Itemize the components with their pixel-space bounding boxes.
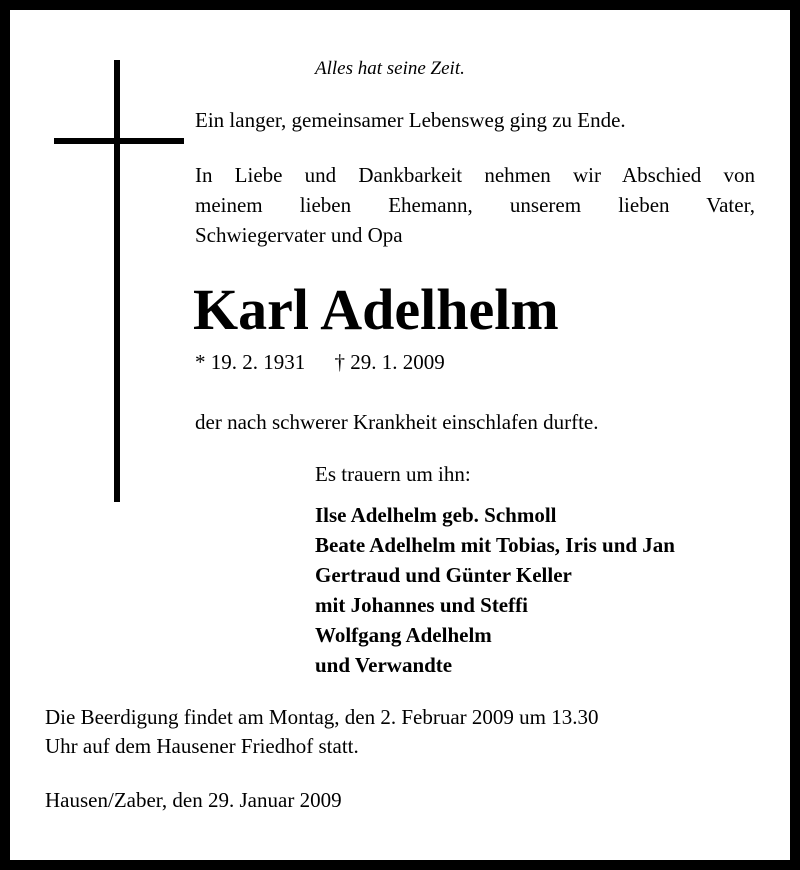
funeral-notice <box>45 703 598 761</box>
farewell-line: meinem lieben Ehemann, unserem lieben Vater, <box>195 193 755 217</box>
deceased-name: Karl Adelhelm <box>193 277 559 342</box>
intro-text: Ein langer, gemeinsamer Lebensweg ging zu Ende. <box>195 108 626 132</box>
mourners-list <box>315 500 675 680</box>
mourner-entry: und Verwandte <box>315 653 453 677</box>
mourners-heading: Es trauern um ihn: <box>315 462 471 486</box>
mourner-entry: Gertraud und Günter Keller <box>315 563 572 587</box>
cross-icon-vertical-bar <box>114 60 120 502</box>
place-and-date: Hausen/Zaber, den 29. Januar 2009 <box>45 788 342 812</box>
birth-date: * 19. 2. 1931 <box>195 350 306 374</box>
death-date: † 29. 1. 2009 <box>334 350 445 374</box>
farewell-paragraph <box>195 160 755 250</box>
farewell-line: Schwiegervater und Opa <box>195 223 403 247</box>
life-dates <box>195 348 445 377</box>
mourner-entry: mit Johannes und Steffi <box>315 593 528 617</box>
mourner-entry: Wolfgang Adelhelm <box>315 623 492 647</box>
cross-icon-horizontal-bar <box>54 138 184 144</box>
motto: Alles hat seine Zeit. <box>315 58 465 79</box>
funeral-line: Die Beerdigung findet am Montag, den 2. Februar 2009 um 13.30 <box>45 705 599 729</box>
funeral-line: Uhr auf dem Hausener Friedhof statt. <box>45 734 359 758</box>
farewell-line: In Liebe und Dankbarkeit nehmen wir Abschied von <box>195 163 755 187</box>
mourner-entry: Beate Adelhelm mit Tobias, Iris und Jan <box>315 533 675 557</box>
mourner-entry: Ilse Adelhelm geb. Schmoll <box>315 503 557 527</box>
illness-note: der nach schwerer Krankheit einschlafen durfte. <box>195 410 599 434</box>
